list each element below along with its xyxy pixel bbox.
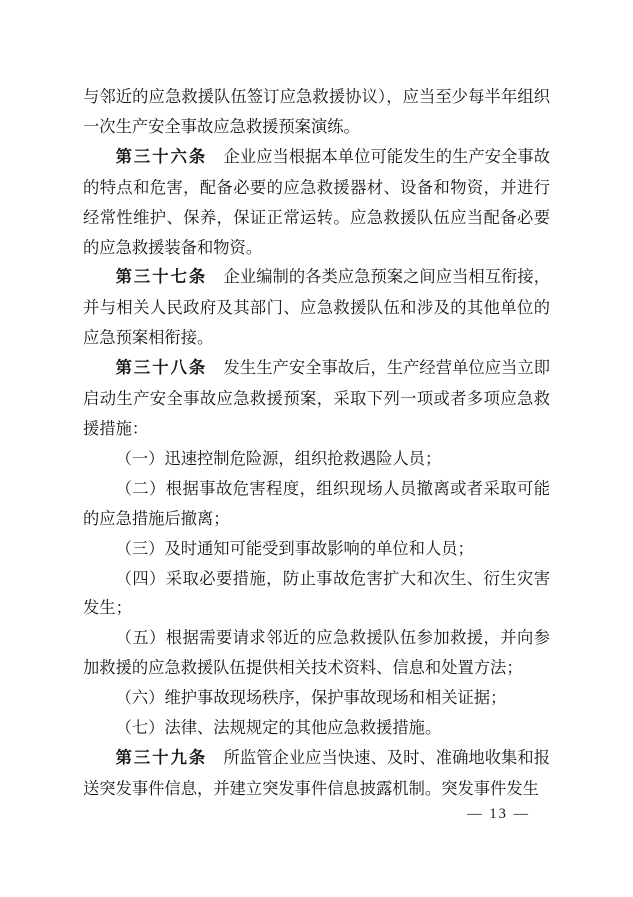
- document-text-block: [83, 82, 550, 804]
- article-number: 第三十九条: [115, 748, 208, 767]
- paragraph-text: 所监管企业应当快速、及时、准确地收集和报送突发事件信息，并建立突发事件信息披露机制。突发事件发生: [83, 747, 550, 798]
- paragraph-text: 企业编制的各类应急预案之间应当相互衔接，并与相关人民政府及其部门、应急救援队伍和涉及的其他单位的应急预案相衔接。: [83, 267, 550, 348]
- list-item-5: [83, 623, 550, 683]
- paragraph-text: （五）根据需要请求邻近的应急救援队伍参加救援，并向参加救援的应急救援队伍提供相关技术资料、信息和处置方法；: [83, 628, 550, 678]
- article-number: 第三十八条: [115, 359, 208, 378]
- list-item-1: [83, 444, 550, 474]
- list-item-7: [83, 713, 550, 743]
- paragraph-text: （六）维护事故现场秩序，保护事故现场和相关证据；: [115, 688, 507, 708]
- paragraph-article-36: [83, 142, 550, 263]
- paragraph-text: （一）迅速控制危险源，组织抢救遇险人员；: [115, 448, 442, 468]
- paragraph-continuation: [83, 82, 550, 142]
- paragraph-text: （七）法律、法规规定的其他应急救援措施。: [115, 718, 442, 738]
- list-item-2: [83, 474, 550, 534]
- paragraph-text: 与邻近的应急救援队伍签订应急救援协议），应当至少每半年组织一次生产安全事故应急救援预案演练。: [83, 87, 550, 136]
- paragraph-text: （四）采取必要措施，防止事故危害扩大和次生、衍生灾害发生；: [83, 568, 550, 618]
- list-item-3: [83, 534, 550, 564]
- paragraph-article-38: [83, 353, 550, 444]
- page-number: — 13 —: [467, 806, 530, 822]
- paragraph-article-39: [83, 743, 550, 804]
- article-number: 第三十六条: [115, 147, 208, 166]
- paragraph-text: （二）根据事故危害程度，组织现场人员撤离或者采取可能的应急措施后撤离；: [83, 478, 550, 528]
- paragraph-text: 发生生产安全事故后，生产经营单位应当立即启动生产安全事故应急救援预案，采取下列一项或者多项应急救援措施：: [83, 358, 550, 438]
- paragraph-article-37: [83, 262, 550, 353]
- paragraph-text: 企业应当根据本单位可能发生的生产安全事故的特点和危害，配备必要的应急救援器材、设备和物资，并进行经常性维护、保养，保证正常运转。应急救援队伍应当配备必要的应急救援装备和物资。: [83, 146, 550, 257]
- article-number: 第三十七条: [115, 268, 208, 287]
- paragraph-text: （三）及时通知可能受到事故影响的单位和人员；: [115, 538, 474, 558]
- list-item-6: [83, 683, 550, 713]
- list-item-4: [83, 564, 550, 624]
